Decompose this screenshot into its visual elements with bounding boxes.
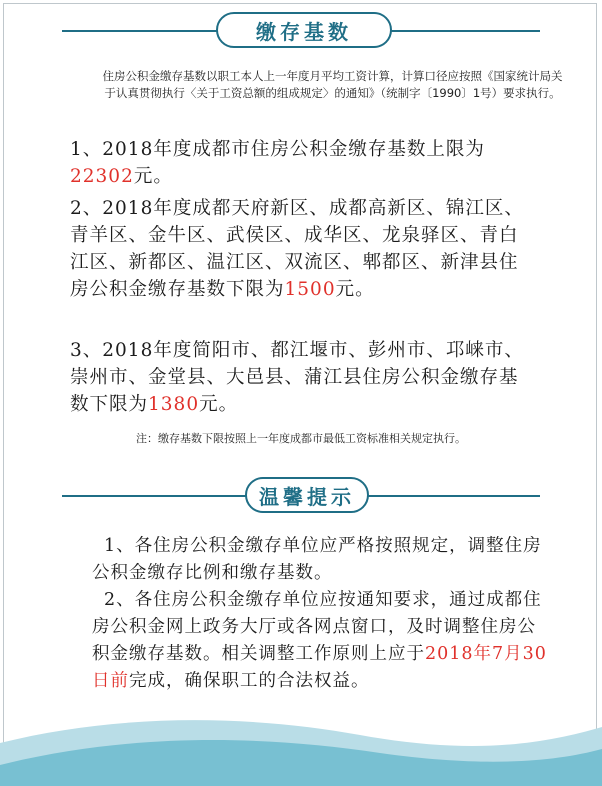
item-2 [70, 195, 535, 303]
tip-2-text: 2、各住房公积金缴存单位应按通知要求，通过成都住房公积金网上政务大厅或各网点窗口，及时调整住房公积金缴存基数。相关调整工作原则上应于 [92, 590, 542, 664]
header-rule-left-2 [62, 495, 250, 497]
header-rule-left [62, 30, 220, 32]
item-1-amount: 22302 [70, 166, 134, 187]
tip-2-deadline: 2018年7月30日前 [92, 644, 547, 691]
item-3-suffix: 元。 [199, 394, 239, 415]
section-title-reminder: 温馨提示 [245, 477, 369, 513]
item-2-text: 2、2018年度成都天府新区、成都高新区、锦江区、青羊区、金牛区、武侯区、成华区、龙泉驿区、青白江区、新都区、温江区、双流区、郫都区、新津县住房公积金缴存基数下限为 [70, 198, 524, 300]
item-1-text: 1、2018年度成都市住房公积金缴存基数上限为 [70, 139, 485, 160]
tip-1 [92, 533, 554, 587]
item-3-amount: 1380 [148, 394, 200, 415]
item-1 [70, 136, 540, 190]
tip-2-suffix: 完成，确保职工的合法权益。 [129, 671, 370, 691]
item-2-suffix: 元。 [335, 279, 375, 300]
item-1-suffix: 元。 [133, 166, 173, 187]
intro-paragraph: 住房公积金缴存基数以职工本人上一年度月平均工资计算，计算口径应按照《国家统计局关于认真贯彻执行〈关于工资总额的组成规定〉的通知》（统制字〔1990〕1号）要求执行。 [102, 69, 563, 100]
decorative-wave [0, 705, 602, 786]
tip-1-text: 1、各住房公积金缴存单位应严格按照规定，调整住房公积金缴存比例和缴存基数。 [92, 536, 542, 583]
item-2-amount: 1500 [284, 279, 336, 300]
section-title-contribution-base: 缴存基数 [216, 12, 392, 48]
tip-2 [92, 587, 554, 695]
item-3-text: 3、2018年度简阳市、都江堰市、彭州市、邛崃市、崇州市、金堂县、大邑县、蒲江县住房公积金缴存基数下限为 [70, 340, 524, 415]
header-rule-right [390, 30, 540, 32]
footnote: 注：缴存基数下限按照上一年度成都市最低工资标准相关规定执行。 [136, 432, 466, 445]
header-rule-right-2 [365, 495, 540, 497]
item-3 [70, 337, 535, 418]
